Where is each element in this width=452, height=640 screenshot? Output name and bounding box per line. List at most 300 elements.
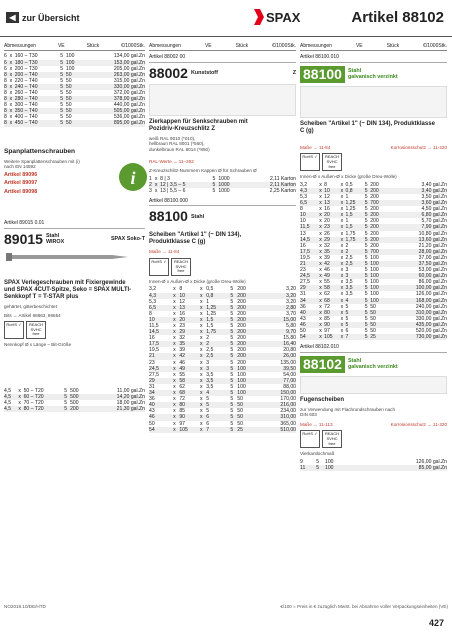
info-icon[interactable] (118, 162, 148, 192)
table-cell: x (9, 96, 13, 103)
table-cell: x (200, 304, 203, 311)
table-cell: 100,00 gal.Zn (415, 285, 447, 292)
table-cell: 365,00 (280, 420, 296, 427)
article-header: Artikel 88100.010 (300, 53, 447, 62)
table-cell: x (319, 297, 322, 304)
table-cell: 300 – T40 (14, 102, 38, 109)
table-cell: 5 (230, 304, 234, 311)
table-cell: x (173, 347, 176, 354)
table-cell: 55 (324, 279, 330, 286)
table-cell: 0,5 (345, 181, 353, 188)
table-cell: 200 (70, 405, 79, 412)
dimension-table (4, 53, 145, 126)
table-cell: 3,20 (286, 286, 296, 293)
article-header-2: Artikel 88100.000 (149, 197, 296, 206)
table-cell: 5 (230, 341, 234, 348)
table-cell: x (340, 236, 344, 243)
table-cell: 5 (60, 120, 64, 127)
table-cell: 200 (370, 218, 379, 225)
column-3 (300, 43, 447, 471)
measure-reference-2[interactable]: Maße → 11-113 (300, 421, 333, 427)
table-cell: 730,00 gal.Zn (415, 334, 447, 341)
note-bits: Bits → Artikel 68663, 86654 (4, 312, 61, 318)
product-title-2: Scheiben "Artikel 1" (~ DIN 134), Produktklasse C (g) (149, 232, 242, 246)
table-cell: 350 – T40 (14, 108, 38, 115)
table-cell: 80 (324, 309, 330, 316)
table-cell: 200 (237, 353, 246, 360)
table-cell: 160 – T30 (14, 53, 38, 60)
table-cell: 11,5 (300, 224, 310, 231)
table-cell: 5 (230, 402, 234, 409)
measure-reference[interactable]: Maße → 11-84 (149, 249, 180, 255)
table-cell: 5 (364, 181, 368, 188)
table-cell: 240 – T40 (14, 83, 38, 90)
header-ve: VE (355, 43, 363, 49)
table-cell: 5 (364, 200, 368, 207)
table-cell: x (340, 285, 344, 292)
color-note: dunkelbraun RAL 8014 (*850) (149, 147, 210, 152)
table-row (300, 334, 447, 340)
table-cell: 60,00 gal.Zn (418, 273, 447, 280)
table-cell: 3,50 gal.Zn (421, 193, 447, 200)
table-cell: 39 (179, 347, 186, 354)
table-cell: 39,50 (283, 365, 296, 372)
references-2 (300, 422, 447, 428)
table-cell: x (340, 218, 344, 225)
table-cell: 49 (324, 273, 330, 280)
table-cell: 5 (364, 254, 368, 261)
table-cell: 450 – T40 (14, 120, 38, 127)
table-cell: 50 (237, 396, 243, 403)
table-cell: 100 (237, 390, 246, 397)
table-cell: 200 (370, 230, 379, 237)
table-cell: x (9, 83, 13, 90)
table-cell: x (319, 224, 322, 231)
rohs-badge: RoHS ✓ (4, 321, 24, 339)
table-cell: 100 (370, 261, 379, 267)
table-cell: x (154, 181, 158, 188)
table-cell: 5 (212, 187, 216, 194)
footer (4, 604, 448, 609)
table-cell: 50 (237, 420, 243, 427)
article-material-2 (348, 358, 398, 371)
table-cell: 15,00 (283, 316, 296, 323)
table-cell: 50 (65, 96, 72, 103)
table-cell: 5 (60, 102, 64, 109)
table-cell: 5 (230, 286, 234, 293)
table-cell: 0,8 (345, 187, 353, 194)
table-cell: 100 (370, 254, 379, 261)
table-cell: x (319, 261, 322, 267)
header-dimensions: Abmessungen (4, 43, 36, 49)
table-cell: 50 (370, 315, 376, 322)
table-cell: 14,5 (149, 329, 159, 336)
table-cell: x (319, 315, 322, 322)
table-cell: 34 (149, 390, 155, 397)
table-cell: 5,3 (300, 193, 308, 200)
table-cell: 5 (364, 224, 368, 231)
table-cell: 27,5 (149, 371, 159, 378)
table-cell: 42 (324, 261, 330, 267)
table-cell: x (200, 414, 203, 421)
table-cell: 21 (149, 353, 155, 360)
table-cell: 50 (237, 414, 243, 421)
table-cell: 23 (149, 359, 155, 366)
table-cell: 500 (70, 387, 79, 394)
table-cell: 200 (237, 298, 246, 305)
article-number: 89015 (4, 230, 43, 247)
table-cell: 26 (324, 230, 330, 237)
table-cell: 14,20 gal.Zn (116, 393, 145, 400)
table-cell: 3,2 (149, 286, 157, 293)
table-cell: 7,90 gal.Zn (421, 224, 447, 231)
article-material (348, 68, 398, 81)
table-cell: x (340, 193, 344, 200)
table-cell: 68 (324, 297, 330, 304)
table-header (149, 43, 296, 51)
table-cell: 14,5 (300, 236, 310, 243)
table-cell: 0,5 (206, 286, 214, 293)
table-cell: 28,00 gal.Zn (418, 248, 447, 255)
table-cell: 6 (4, 59, 7, 66)
table-cell: x (340, 224, 344, 231)
table-cell: 5 (364, 193, 368, 200)
page-title: Artikel 88102 (351, 9, 444, 26)
table-cell: 21,20 gal.Zn (418, 242, 447, 249)
table-cell: 5,80 (286, 323, 296, 329)
table-cell: 35 (179, 341, 186, 348)
table-cell: x (319, 334, 322, 341)
table-cell: 1,5 (345, 224, 353, 231)
table-cell: 32 (179, 335, 186, 342)
table-cell: 200 (237, 292, 246, 299)
article-number-2: 88102 (303, 355, 342, 372)
table-cell: 5 (230, 396, 234, 403)
header-pieces: Stück (235, 43, 249, 49)
note-hardened: gehärtet, gitterbeschichtet (4, 304, 57, 310)
article-link[interactable]: Artikel 89097 (4, 180, 38, 187)
table-cell: x (340, 291, 344, 298)
table-cell: 5 (364, 328, 368, 335)
table-cell: x (18, 399, 21, 406)
table-cell: 5 (206, 396, 210, 403)
table-cell: x (200, 335, 203, 342)
table-cell: 135,00 (280, 359, 296, 366)
table-cell: 20 (324, 218, 330, 225)
table-cell: 5 (230, 329, 234, 336)
back-link[interactable] (6, 12, 80, 23)
table-cell: 8 (300, 206, 303, 213)
table-cell: 4,5 (4, 405, 12, 412)
table-cell: 170,00 (280, 396, 296, 403)
table-cell: 13 (324, 200, 330, 207)
table-cell: 3 (149, 187, 152, 194)
table-cell: x (200, 323, 203, 329)
table-cell: 1000 (218, 187, 230, 194)
table-cell: 200 (370, 242, 379, 249)
table-cell: 20 (179, 316, 186, 323)
table-cell: x (173, 286, 176, 293)
table-cell: 5 (60, 96, 64, 103)
table-cell: 17,5 (300, 248, 310, 255)
table-cell: 6 (4, 65, 7, 72)
table-cell: 8 (179, 286, 183, 293)
table-cell: 54,00 (283, 371, 296, 378)
section-subtitle: Weitere Spanplattenschrauben mit (i) nach EN 14592 (4, 158, 80, 170)
page-number: 427 (428, 618, 444, 628)
header-price: €/1000Stk. (121, 43, 145, 49)
table-cell: 200 (237, 329, 246, 336)
table-cell: 5 (212, 181, 216, 188)
table-cell: x (319, 285, 322, 292)
table-cell: 40 (149, 402, 155, 409)
table-cell: x (200, 408, 203, 415)
table-cell: 3,40 gal.Zn (421, 181, 447, 188)
table-cell: 50 (370, 309, 376, 316)
table-cell: 700 (370, 248, 379, 255)
table-cell: 50 (370, 328, 376, 335)
table-cell: 72 (324, 303, 330, 310)
table-cell: x (200, 390, 203, 397)
table-cell: 2,5 (206, 353, 214, 360)
table-cell: x (340, 200, 344, 207)
table-cell: 5 (206, 408, 210, 415)
table-cell: 200 (237, 359, 246, 366)
table-cell: 29 (149, 377, 155, 384)
table-cell: 50 (65, 108, 72, 115)
table-cell: 8 (4, 114, 7, 121)
table-cell: 11,00 gal.Zn (117, 387, 145, 394)
table-cell: x (173, 371, 176, 378)
table-cell: 0,8 (206, 292, 214, 299)
table-cell: 5 (230, 420, 234, 427)
table-cell: x (154, 175, 158, 182)
table-cell: 50 (370, 303, 376, 310)
table-cell: 50 (65, 102, 72, 109)
table-cell: 16 (149, 335, 155, 342)
table-cell: x (173, 292, 176, 299)
table-cell: 35 (324, 248, 330, 255)
table-cell: x (340, 303, 344, 310)
table-cell: x (200, 359, 203, 366)
table-cell: 24,5 (300, 273, 310, 280)
table-cell: 9,70 (286, 329, 296, 336)
table-cell: 5 (364, 261, 368, 267)
table-cell: 25 (237, 426, 243, 433)
table-cell: 100 (325, 464, 334, 471)
table-cell: x (173, 316, 176, 323)
table-cell: 54 (300, 334, 306, 341)
top-bar (0, 0, 452, 36)
table-cell: x (9, 65, 13, 72)
table-cell: 3 (206, 365, 210, 372)
table-cell: 4,5 (4, 387, 12, 394)
table-cell: 200 (237, 323, 246, 329)
table-cell: 10 (300, 212, 306, 219)
table-cell: x (173, 323, 176, 329)
table-cell: x (200, 371, 203, 378)
table-cell: 97 (324, 328, 330, 335)
table-cell: 315,00 gal.Zn (113, 77, 145, 84)
table-cell: 4 (345, 297, 349, 304)
table-cell: 5 (64, 399, 68, 406)
table-cell: x (340, 328, 344, 335)
table-cell: 5 (230, 359, 234, 366)
table-cell: 126,00 gal.Zn (415, 458, 447, 465)
table-cell: x (319, 236, 322, 243)
table-cell: x (9, 114, 13, 121)
table-cell: 520,00 gal.Zn (415, 328, 447, 335)
table-cell: 53,00 gal.Zn (418, 267, 447, 274)
table-cell: 6,5 (149, 304, 157, 311)
table-cell: x (340, 267, 344, 274)
table-cell: x (200, 298, 203, 305)
table-cell: x (319, 309, 322, 316)
table-cell: x (340, 321, 344, 328)
table-cell: x (200, 329, 203, 336)
product-image (300, 86, 447, 118)
table-cell: 16,40 (283, 341, 296, 348)
table-cell: 8 (4, 83, 7, 90)
table-cell: 310,00 (280, 414, 296, 421)
table-cell: 8 (4, 108, 7, 115)
color-note: hellbraun RAL 8001 (*560), (149, 141, 205, 147)
table-cell: 36 (300, 303, 306, 310)
screw-image (4, 250, 134, 264)
material-label: Stahl (45, 232, 60, 239)
table-cell: 8 | 3 (160, 175, 170, 182)
table-cell: 5,70 gal.Zn (421, 218, 447, 225)
table-cell: x (319, 218, 322, 225)
table-cell: x (173, 414, 176, 421)
reach-badge: REACH SVHC free (322, 430, 342, 448)
table-cell: 200 (237, 335, 246, 342)
table-cell: x (340, 279, 344, 286)
table-cell: 200 (370, 187, 379, 194)
table-cell: 5 (364, 297, 368, 304)
table-cell: 13 (179, 304, 186, 311)
ral-reference[interactable]: RAL-Werte → 11–262 (149, 158, 194, 164)
article-number-box-2 (300, 356, 345, 373)
table-cell: 5 (364, 206, 368, 213)
material-sub-2: galvanisch verzinkt (347, 364, 398, 371)
corrosion-reference-2[interactable]: Korrosionsschutz → 11-220 (390, 421, 447, 427)
article-header: Artikel 88002 00 (149, 53, 296, 62)
article-link[interactable]: Artikel 89096 (4, 172, 38, 179)
table-cell: 11 (300, 464, 306, 471)
table-cell: 46 (324, 267, 330, 274)
table-cell: 16 (324, 206, 330, 213)
table-cell: 5,3 (149, 298, 157, 305)
table-cell: 180 – T30 (14, 59, 38, 66)
table-cell: x (340, 248, 344, 255)
table-cell: 5 (345, 309, 349, 316)
badges (300, 153, 447, 171)
table-cell: 200 (237, 347, 246, 354)
table-cell: x (319, 303, 322, 310)
footer-left: NO2019.10/DE/HTD (4, 604, 46, 609)
table-cell: 46 (300, 321, 306, 328)
table-cell: 29 (324, 236, 330, 243)
table-cell: 10 (324, 187, 330, 194)
table-cell: x (18, 387, 21, 394)
table-cell: 1,25 (345, 200, 356, 207)
table-cell: 1,25 (206, 304, 217, 311)
table-cell: 3,20 (286, 298, 296, 305)
table-cell: 240,00 gal.Zn (415, 303, 447, 310)
table-cell: x (173, 353, 176, 360)
table-cell: 5 (230, 316, 234, 323)
table-cell: 5 (230, 377, 234, 384)
article-number: 88002 (149, 64, 188, 81)
measure-reference[interactable]: Maße → 11-84 (300, 144, 331, 150)
table-cell: 200 – T40 (14, 71, 38, 78)
table-cell: 5 (230, 353, 234, 360)
table-cell: 6 (206, 414, 210, 421)
table-cell: 200 (237, 286, 246, 293)
table-cell: 100 (237, 371, 246, 378)
table-cell: x (9, 59, 13, 66)
header-pieces: Stück (86, 43, 100, 49)
header-dimensions: Abmessungen (300, 43, 332, 49)
table-cell: 5 (60, 65, 64, 72)
table-cell: 10 (149, 316, 155, 323)
table-cell: 168,00 gal.Zn (415, 297, 447, 304)
table-cell: 4,5 (4, 393, 12, 400)
table-cell: 50 (65, 120, 72, 127)
table-row (149, 427, 296, 433)
table-cell: 90 (324, 321, 330, 328)
table-cell: 70 – T20 (23, 399, 44, 406)
table-cell: 5 (316, 458, 320, 465)
table-cell: x (9, 120, 13, 127)
table-cell: 5 (364, 187, 368, 194)
washer-table (149, 286, 296, 432)
table-cell: x (173, 329, 176, 336)
table-cell: x (319, 242, 322, 249)
column-1 (4, 43, 145, 412)
table-cell: 5 (60, 108, 64, 115)
table-cell: 3 (206, 359, 210, 366)
article-link[interactable]: Artikel 89098 (4, 188, 38, 195)
table-cell: 536,00 gal.Zn (113, 114, 145, 121)
corrosion-reference[interactable]: Korrosionsschutz → 11-220 (390, 144, 447, 150)
table-cell: 4,5 (4, 399, 12, 406)
table-cell: 100 (65, 59, 75, 66)
table-cell: 50 – T20 (23, 387, 44, 394)
table-cell: 1,75 (345, 230, 356, 237)
article-number-2: 88100 (149, 208, 188, 225)
table-cell: 100 (370, 291, 379, 298)
table-cell: 1,5 (345, 212, 353, 219)
product-title: Zierkappen für Senkschrauben mit Pozidriv-Kreuzschlitz Z (149, 118, 248, 132)
table-cell: 1,5 (206, 316, 214, 323)
table-cell: 58 (324, 285, 330, 292)
table-cell: 280 – T40 (14, 96, 38, 103)
table-cell: 8 (4, 102, 7, 109)
table-cell: 43 (300, 315, 306, 322)
table-cell: 5 (345, 303, 349, 310)
table-cell: 2,25 Karton (269, 187, 296, 194)
table-cell: 13 (300, 230, 306, 237)
table-cell: 5 (60, 83, 64, 90)
article-row-2 (300, 356, 447, 373)
table-cell: 1,25 (206, 310, 217, 317)
table-cell: 25 (370, 334, 376, 341)
table-cell: 50 (65, 89, 72, 96)
table-cell: 12 | 3,5 – 5 (160, 181, 186, 188)
table-cell: 8 (4, 89, 7, 96)
